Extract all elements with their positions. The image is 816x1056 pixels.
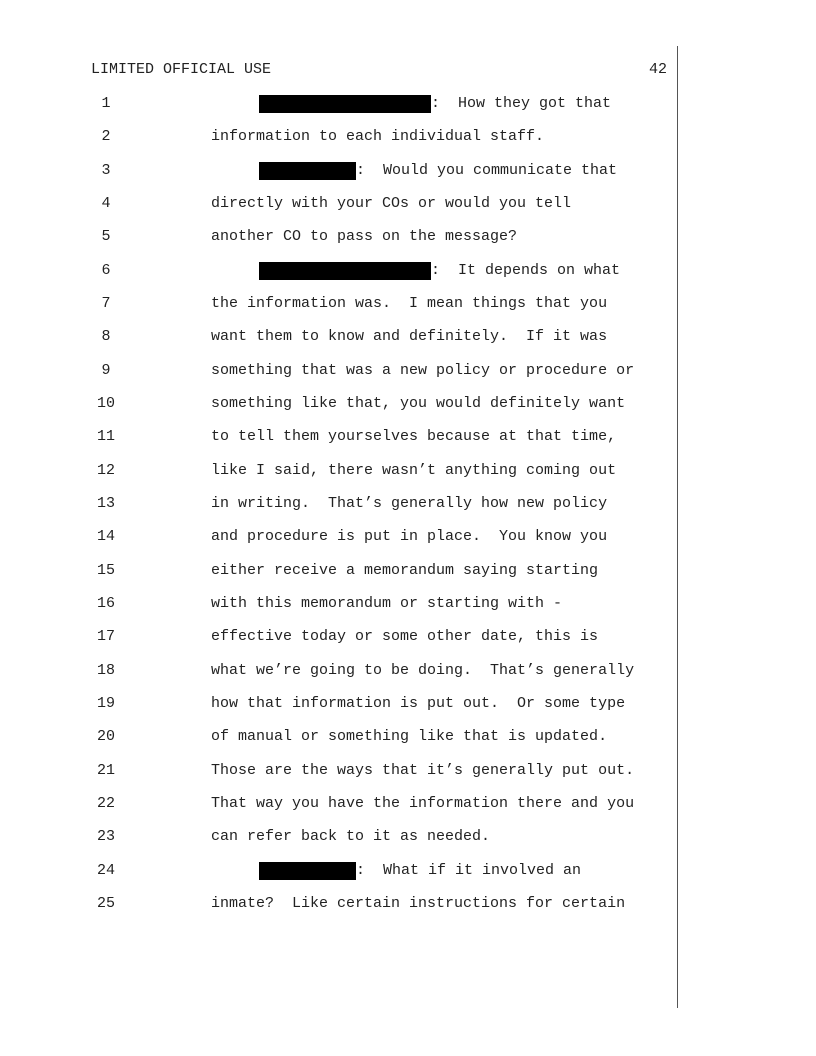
transcript-line [0, 861, 816, 881]
line-number: 24 [96, 862, 115, 879]
transcript-line [0, 727, 816, 747]
redaction-bar [259, 262, 431, 280]
transcript-line [0, 527, 816, 547]
transcript-line [0, 427, 816, 447]
line-text: inmate? Like certain instructions for certain [211, 895, 626, 912]
line-number: 5 [101, 228, 111, 245]
redaction-bar [259, 862, 356, 880]
line-text: of manual or something like that is updated. [211, 728, 608, 745]
line-text: either receive a memorandum saying starting [211, 562, 599, 579]
line-text: with this memorandum or starting with - [211, 595, 563, 612]
line-number: 8 [101, 328, 111, 345]
line-number: 6 [101, 262, 111, 279]
transcript-line [0, 294, 816, 314]
line-text: another CO to pass on the message? [211, 228, 518, 245]
transcript-line [0, 327, 816, 347]
line-text: effective today or some other date, this is [211, 628, 599, 645]
page-number: 42 [648, 61, 667, 78]
transcript-line [0, 761, 816, 781]
line-text: can refer back to it as needed. [211, 828, 491, 845]
line-number: 22 [96, 795, 115, 812]
line-text: in writing. That’s generally how new policy [211, 495, 608, 512]
line-text: how that information is put out. Or some type [211, 695, 626, 712]
line-text: and procedure is put in place. You know you [211, 528, 608, 545]
transcript-line [0, 161, 816, 181]
line-number: 20 [96, 728, 115, 745]
transcript-line [0, 894, 816, 914]
line-text: That way you have the information there and you [211, 795, 635, 812]
line-text [259, 95, 611, 113]
transcript-line [0, 127, 816, 147]
redaction-bar [259, 162, 356, 180]
line-text: to tell them yourselves because at that time, [211, 428, 617, 445]
transcript-line [0, 561, 816, 581]
line-number: 17 [96, 628, 115, 645]
line-number: 12 [96, 462, 115, 479]
line-text: something like that, you would definitely want [211, 395, 626, 412]
line-number: 2 [101, 128, 111, 145]
line-text: the information was. I mean things that you [211, 295, 608, 312]
line-number: 25 [96, 895, 115, 912]
line-text: want them to know and definitely. If it was [211, 328, 608, 345]
line-number: 15 [96, 562, 115, 579]
line-number: 21 [96, 762, 115, 779]
transcript-line [0, 94, 816, 114]
line-number: 10 [96, 395, 115, 412]
transcript-line [0, 227, 816, 247]
transcript-line [0, 494, 816, 514]
line-text [259, 162, 617, 180]
line-text: like I said, there wasn’t anything coming out [211, 462, 617, 479]
line-number: 14 [96, 528, 115, 545]
line-number: 7 [101, 295, 111, 312]
line-content: : How they got that [431, 95, 612, 112]
line-content: : What if it involved an [356, 862, 582, 879]
line-text [259, 862, 581, 880]
transcript-line [0, 694, 816, 714]
transcript-line [0, 827, 816, 847]
line-text: information to each individual staff. [211, 128, 545, 145]
line-number: 13 [96, 495, 115, 512]
transcript-line [0, 794, 816, 814]
line-text: directly with your COs or would you tell [211, 195, 572, 212]
line-number: 3 [101, 162, 111, 179]
transcript-line [0, 661, 816, 681]
line-number: 4 [101, 195, 111, 212]
transcript-line [0, 627, 816, 647]
redaction-bar [259, 95, 431, 113]
line-text: Those are the ways that it’s generally put out. [211, 762, 635, 779]
transcript-line [0, 461, 816, 481]
line-number: 1 [101, 95, 111, 112]
transcript-line [0, 194, 816, 214]
line-number: 9 [101, 362, 111, 379]
page-header-classification: LIMITED OFFICIAL USE [91, 61, 272, 78]
line-content: : It depends on what [431, 262, 621, 279]
line-number: 11 [96, 428, 115, 445]
line-number: 18 [96, 662, 115, 679]
line-content: : Would you communicate that [356, 162, 618, 179]
line-text: something that was a new policy or procedure or [211, 362, 635, 379]
line-text: what we’re going to be doing. That’s generally [211, 662, 635, 679]
transcript-line [0, 594, 816, 614]
transcript-line [0, 261, 816, 281]
transcript-line [0, 394, 816, 414]
line-number: 19 [96, 695, 115, 712]
line-number: 23 [96, 828, 115, 845]
line-text [259, 262, 620, 280]
line-number: 16 [96, 595, 115, 612]
transcript-line [0, 361, 816, 381]
